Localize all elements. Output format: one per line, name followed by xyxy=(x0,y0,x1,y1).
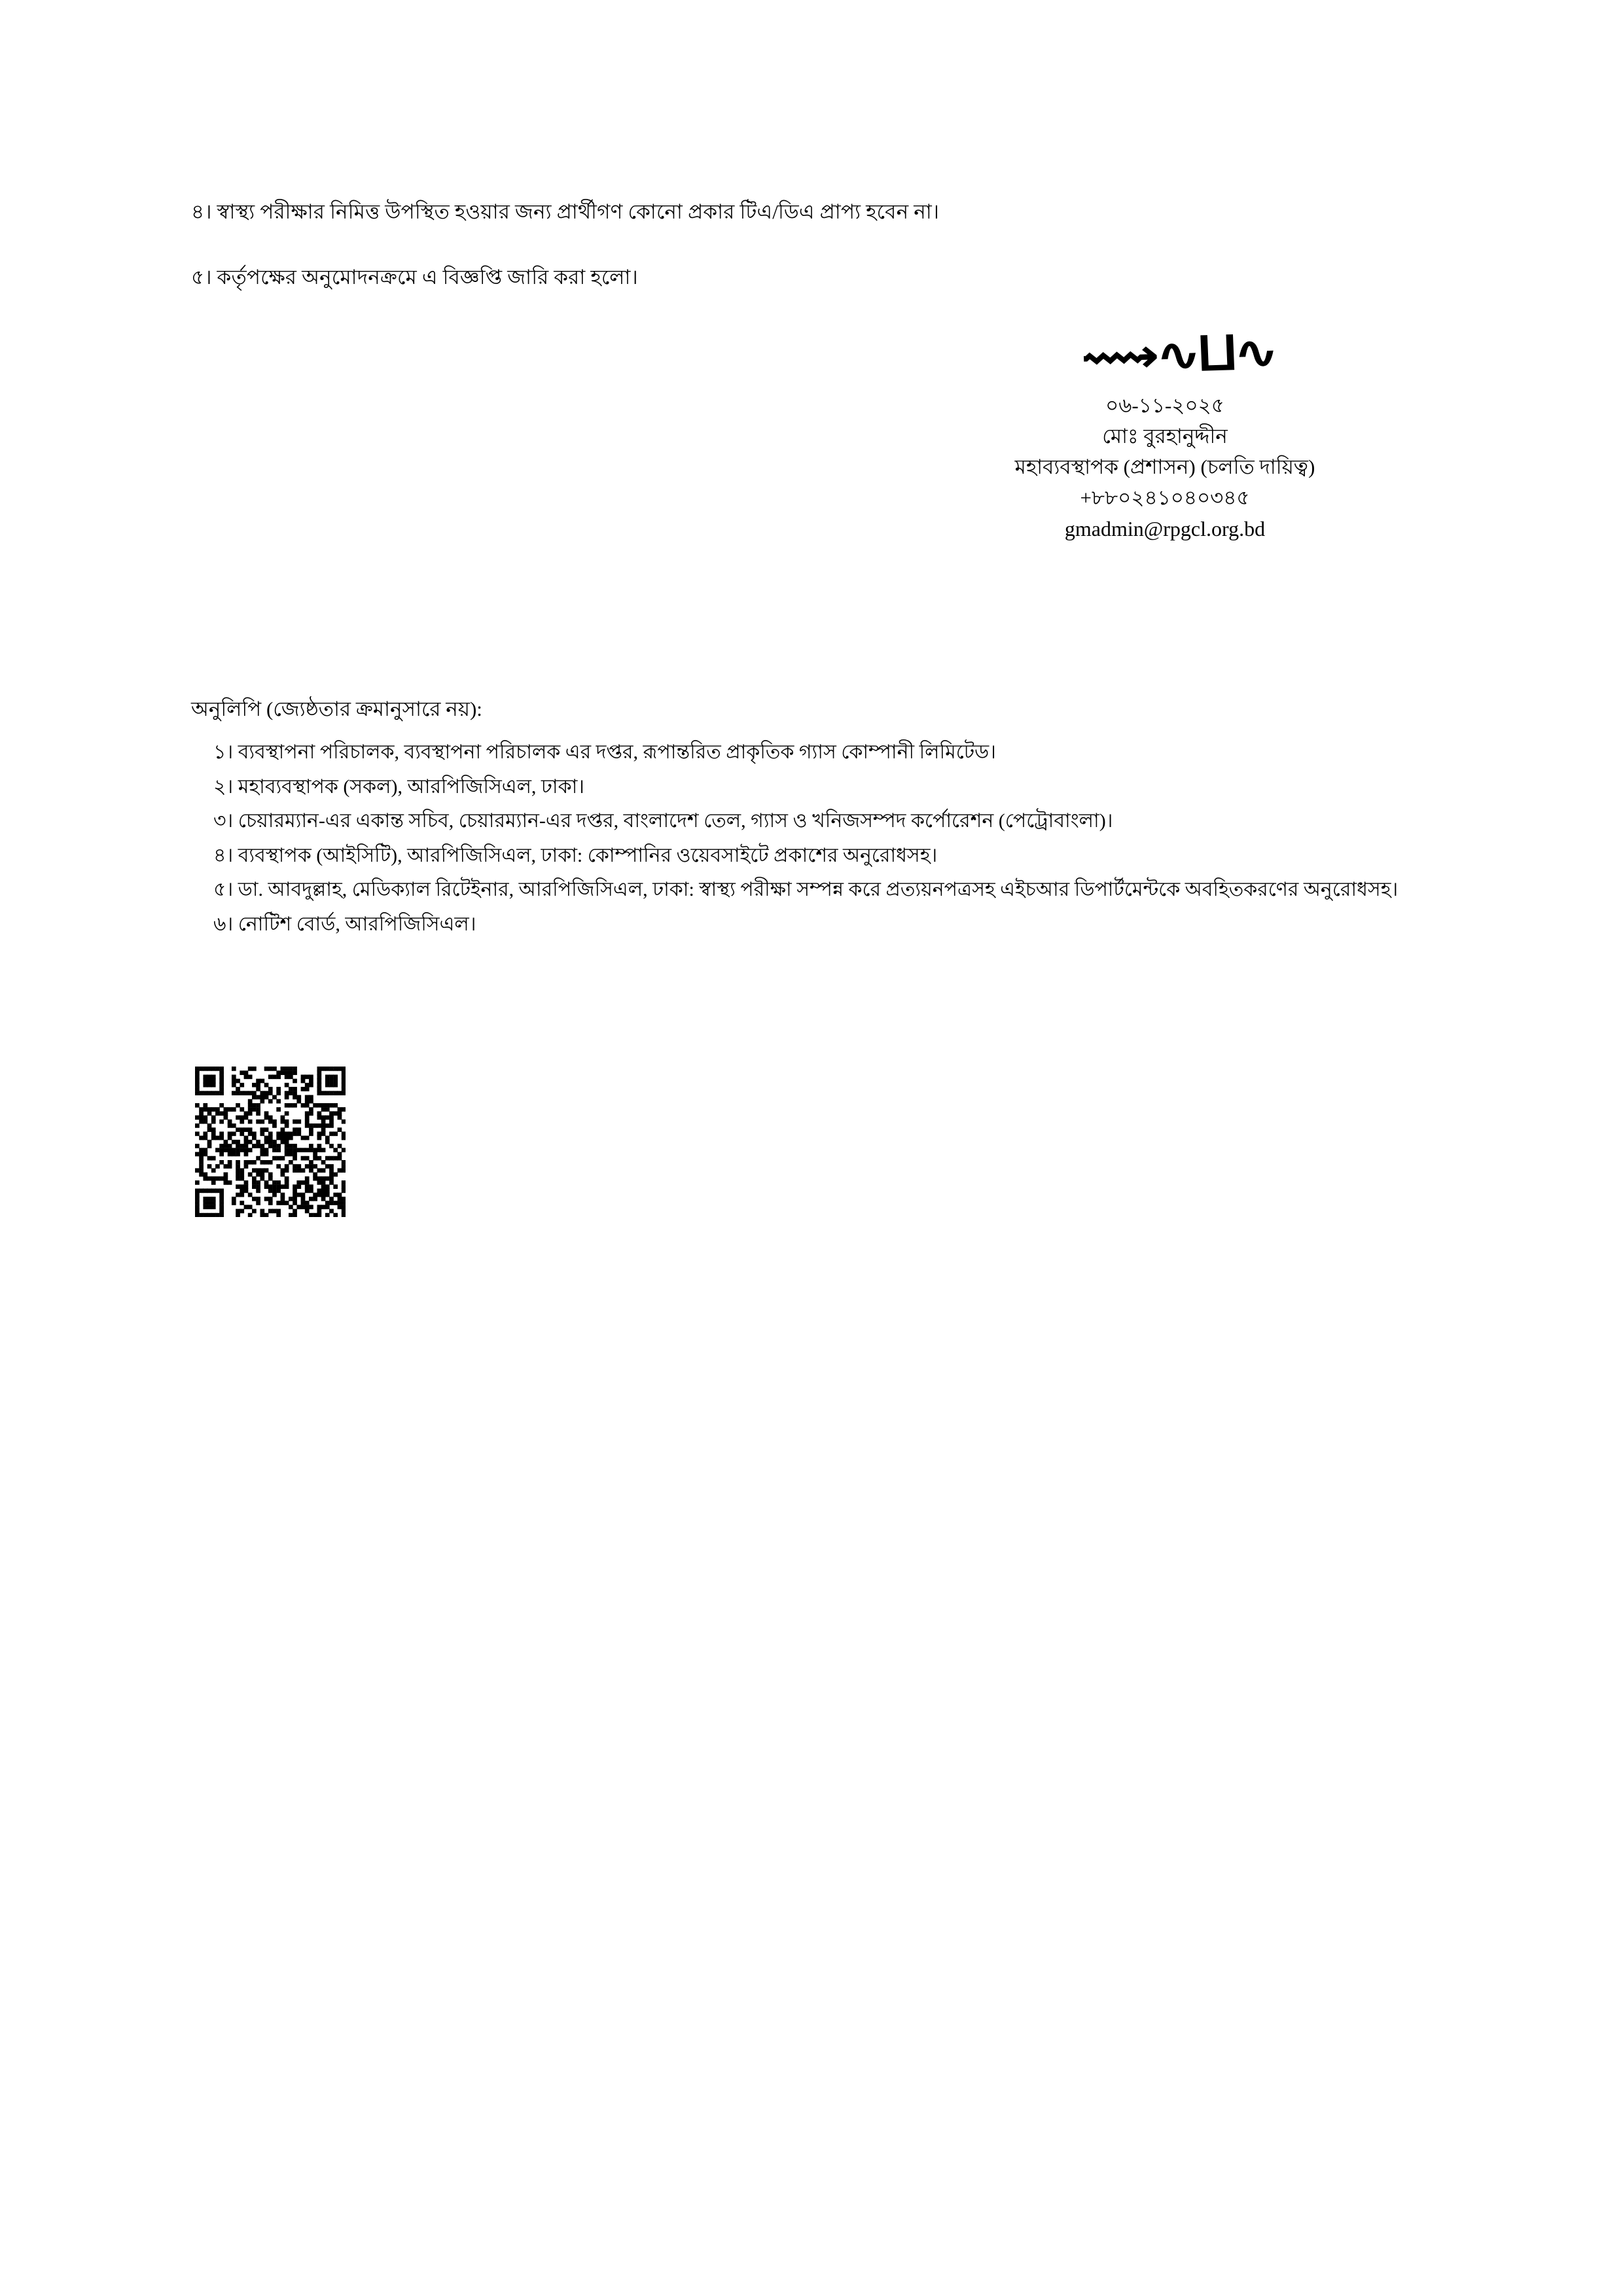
list-item: ৫। ডা. আবদুল্লাহ, মেডিক্যাল রিটেইনার, আরপিজিসিএল, ঢাকা: স্বাস্থ্য পরীক্ষা সম্পন্ন করে প্রত্যয়নপত্রসহ এইচআর ডিপার্টমেন্টকে অবহিতকরণের অনুরোধসহ। xyxy=(213,879,1399,901)
signatory-designation: মহাব্যবস্থাপক (প্রশাসন) (চলতি দায়িত্ব) xyxy=(1014,455,1315,479)
copy-heading: অনুলিপি (জ্যেষ্ঠতার ক্রমানুসারে নয়): xyxy=(191,698,482,720)
list-item: ৪। ব্যবস্থাপক (আইসিটি), আরপিজিসিএল, ঢাকা: কোম্পানির ওয়েবসাইটে প্রকাশের অনুরোধসহ। xyxy=(213,844,938,866)
signatory-name: মোঃ বুরহানুদ্দীন xyxy=(1102,425,1228,448)
paragraph-4: ৪। স্বাস্থ্য পরীক্ষার নিমিত্ত উপস্থিত হওয়ার জন্য প্রার্থীগণ কোনো প্রকার টিএ/ডিএ প্রাপ্য হবেন না। xyxy=(191,200,940,223)
list-item: ৬। নোটিশ বোর্ড, আরপিজিসিএল। xyxy=(213,913,476,935)
signatory-email: gmadmin@rpgcl.org.bd xyxy=(1064,517,1266,541)
list-item: ১। ব্যবস্থাপনা পরিচালক, ব্যবস্থাপনা পরিচালক এর দপ্তর, রূপান্তরিত প্রাকৃতিক গ্যাস কোম্পানী লিমিটেড। xyxy=(213,741,996,763)
handwritten-signature-icon: ⟿∿⨿∿ xyxy=(1079,324,1277,385)
signatory-phone: +৮৮০২৪১০৪০৩৪৫ xyxy=(1080,486,1250,510)
signature-date: ০৬-১১-২০২৫ xyxy=(1105,394,1224,417)
list-item: ২। মহাব্যবস্থাপক (সকল), আরপিজিসিএল, ঢাকা। xyxy=(213,775,585,798)
list-item: ৩। চেয়ারম্যান-এর একান্ত সচিব, চেয়ারম্যান-এর দপ্তর, বাংলাদেশ তেল, গ্যাস ও খনিজসম্পদ কর্পোরেশন (পেট্রোবাংলা)। xyxy=(213,810,1113,832)
qr-code xyxy=(195,1067,346,1217)
copy-distribution-section xyxy=(191,694,1467,944)
signature-block xyxy=(903,324,1427,545)
paragraph-5: ৫। কর্তৃপক্ষের অনুমোদনক্রমে এ বিজ্ঞপ্তি জারি করা হলো। xyxy=(191,266,638,289)
copy-list xyxy=(191,737,1467,941)
